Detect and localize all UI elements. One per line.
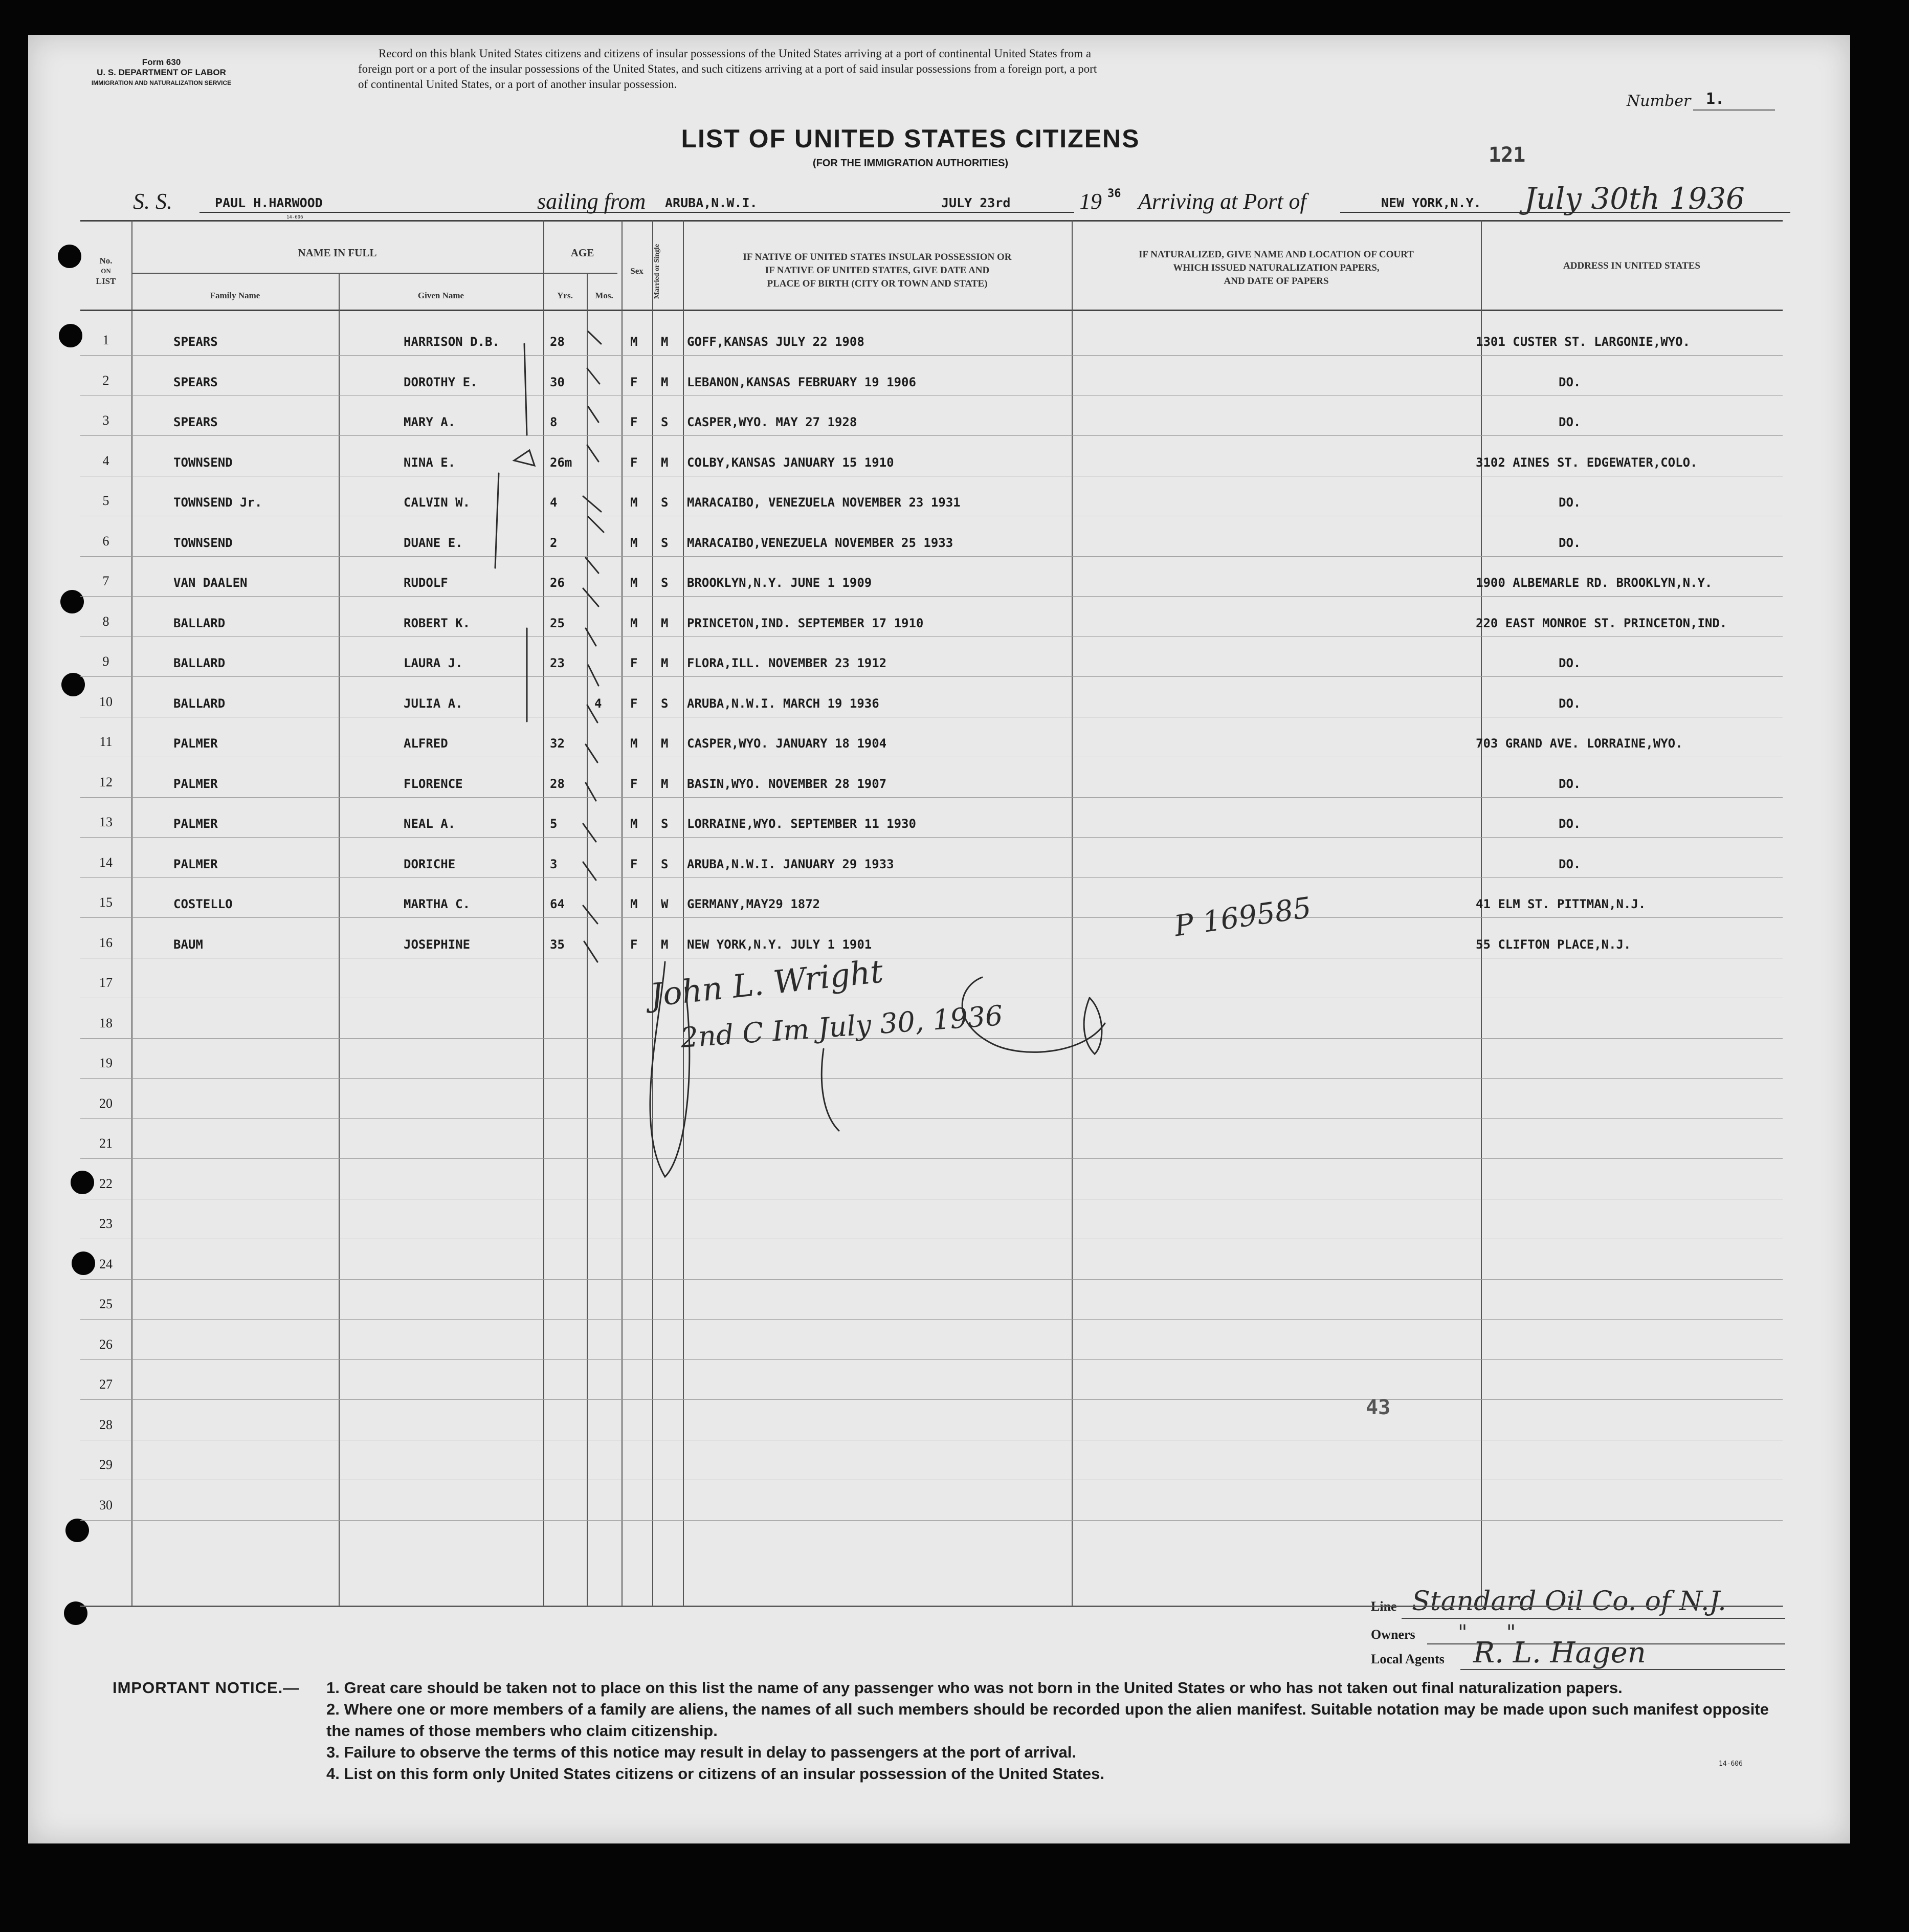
cell-yrs: 32 (550, 736, 565, 751)
cell-family: PALMER (173, 776, 218, 791)
cell-sex: M (630, 535, 638, 550)
cell-yrs: 26 (550, 576, 565, 590)
row-number: 8 (102, 613, 109, 629)
cell-birth: ARUBA,N.W.I. JANUARY 29 1933 (687, 857, 894, 871)
cell-ms: M (661, 335, 669, 349)
document-subtitle: (FOR THE IMMIGRATION AUTHORITIES) (812, 158, 1009, 169)
cell-yrs: 35 (550, 937, 565, 952)
cell-yrs: 23 (550, 656, 565, 670)
sailing-from-label: sailing from (537, 189, 646, 214)
header-married-or-single: Married or Single (653, 244, 661, 299)
cell-address: DO. (1559, 776, 1581, 791)
signature-line2: 2nd C Im July 30, 1936 (679, 999, 1004, 1054)
cell-given: FLORENCE (404, 776, 463, 791)
cell-address: 3102 AINES ST. EDGEWATER,COLO. (1476, 455, 1698, 470)
cell-given: MARY A. (404, 415, 456, 429)
cell-birth: GOFF,KANSAS JULY 22 1908 (687, 335, 864, 349)
row-number: 9 (102, 654, 109, 669)
cell-ms: S (661, 576, 669, 590)
arrival-date-handwritten: July 30th 1936 (1524, 181, 1745, 216)
row-number: 6 (102, 533, 109, 548)
sailing-date: JULY 23rd (941, 195, 1011, 210)
cell-yrs: 3 (550, 857, 558, 871)
cell-sex: M (630, 576, 638, 590)
cell-family: BALLARD (173, 656, 226, 670)
cell-family: BAUM (173, 937, 203, 952)
cell-address: DO. (1559, 656, 1581, 670)
row-number: 4 (102, 453, 109, 468)
cell-address: DO. (1559, 535, 1581, 550)
instructions-line: Record on this blank United States citizens and citizens of insular possessions of the United States arriving at a port of continental United States from a (379, 47, 1092, 60)
header-mos: Mos. (595, 291, 613, 300)
cell-sex: F (630, 455, 638, 470)
footer-form-code: 14-606 (1719, 1760, 1743, 1768)
naturalization-note: P 169585 (1172, 891, 1314, 943)
cell-ms: M (661, 455, 669, 470)
cell-birth: COLBY,KANSAS JANUARY 15 1910 (687, 455, 894, 470)
stamped-page-number: 121 (1489, 143, 1526, 167)
agents-label: Local Agents (1371, 1652, 1445, 1666)
cell-family: COSTELLO (173, 897, 233, 911)
cell-given: DORICHE (404, 857, 456, 871)
number-label: Number (1627, 92, 1691, 110)
row-number: 14 (99, 854, 113, 870)
notice-item: 3. Failure to observe the terms of this notice may result in delay to passengers at the port of arrival. (326, 1743, 1077, 1761)
cell-birth: NEW YORK,N.Y. JULY 1 1901 (687, 937, 872, 952)
cell-yrs: 30 (550, 375, 565, 389)
cell-family: TOWNSEND (173, 455, 233, 470)
cell-sex: F (630, 857, 638, 871)
cell-birth: GERMANY,MAY29 1872 (687, 897, 820, 911)
agents-value: R. L. Hagen (1473, 1636, 1646, 1670)
page-stamp: 43 (1366, 1396, 1391, 1419)
header-yrs: Yrs. (557, 291, 573, 300)
cell-sex: F (630, 656, 638, 670)
header-family-name: Family Name (210, 291, 260, 300)
row-number: 20 (99, 1095, 113, 1111)
cell-given: ALFRED (404, 736, 448, 751)
row-number: 1 (102, 333, 109, 347)
cell-ms: S (661, 495, 669, 510)
year-suffix: 36 (1107, 187, 1121, 200)
cell-ms: M (661, 736, 669, 751)
header-given-name: Given Name (417, 291, 464, 300)
cell-family: PALMER (173, 736, 218, 751)
header-place-of-birth: IF NATIVE OF UNITED STATES INSULAR POSSESSION OR IF NATIVE OF UNITED STATES, GIVE DATE AND PLACE OF BIRTH (CITY OR TOWN AND STATE) (743, 252, 1012, 289)
bracket-marks (495, 344, 535, 721)
cell-ms: M (661, 375, 669, 389)
row-number: 22 (99, 1176, 113, 1191)
cell-address: DO. (1559, 857, 1581, 871)
cell-sex: F (630, 375, 638, 389)
cell-family: SPEARS (173, 335, 218, 349)
cell-sex: F (630, 776, 638, 791)
cell-birth: CASPER,WYO. JANUARY 18 1904 (687, 736, 887, 751)
cell-birth: PRINCETON,IND. SEPTEMBER 17 1910 (687, 616, 924, 630)
cell-yrs: 28 (550, 776, 565, 791)
arriving-label: Arriving at Port of (1138, 189, 1306, 214)
row-number: 3 (102, 413, 109, 428)
row-number: 25 (99, 1297, 113, 1311)
cell-yrs: 26m (550, 455, 572, 470)
row-number: 30 (99, 1497, 113, 1512)
cell-given: NEAL A. (404, 817, 456, 831)
row-number: 15 (99, 895, 113, 910)
cell-birth: BROOKLYN,N.Y. JUNE 1 1909 (687, 576, 872, 590)
cell-family: TOWNSEND Jr. (173, 495, 262, 510)
cell-address: DO. (1559, 817, 1581, 831)
cell-yrs: 8 (550, 415, 558, 429)
row-number: 12 (99, 774, 113, 789)
cell-birth: LORRAINE,WYO. SEPTEMBER 11 1930 (687, 817, 916, 831)
cell-family: TOWNSEND (173, 535, 233, 550)
header-age: AGE (570, 247, 594, 259)
cell-given: MARTHA C. (404, 897, 471, 911)
form-code-small: 14-606 (286, 215, 303, 220)
row-number: 7 (102, 574, 109, 588)
cell-given: NINA E. (404, 455, 456, 470)
row-number: 27 (99, 1377, 113, 1392)
cell-given: RUDOLF (404, 576, 448, 590)
cell-given: JOSEPHINE (404, 937, 471, 952)
cell-ms: M (661, 616, 669, 630)
notice-item: 4. List on this form only United States citizens or citizens of an insular possession of the United States. (326, 1765, 1104, 1783)
cell-address: 1900 ALBEMARLE RD. BROOKLYN,N.Y. (1476, 576, 1713, 590)
cell-ms: W (661, 897, 669, 911)
cell-family: SPEARS (173, 415, 218, 429)
cell-given: LAURA J. (404, 656, 463, 670)
cell-family: SPEARS (173, 375, 218, 389)
arrival-port: NEW YORK,N.Y. (1381, 195, 1481, 210)
cell-sex: M (630, 495, 638, 510)
cell-address: DO. (1559, 375, 1581, 389)
ship-name: PAUL H.HARWOOD (215, 195, 323, 210)
cell-sex: M (630, 335, 638, 349)
row-number: 10 (99, 694, 113, 709)
row-number: 29 (99, 1457, 113, 1472)
cell-sex: M (630, 616, 638, 630)
cell-given: ROBERT K. (404, 616, 471, 630)
cell-address: DO. (1559, 415, 1581, 429)
cell-given: CALVIN W. (404, 495, 471, 510)
cell-family: VAN DAALEN (173, 576, 248, 590)
notice-item: 1. Great care should be taken not to place on this list the name of any passenger who was not born in the United States or who has not taken out final naturalization papers. (326, 1679, 1623, 1697)
row-number: 24 (99, 1256, 113, 1271)
cell-sex: M (630, 736, 638, 751)
header-name-in-full: NAME IN FULL (298, 247, 377, 259)
check-marks (583, 332, 604, 962)
year-prefix: 19 (1079, 189, 1102, 214)
document-title: LIST OF UNITED STATES CITIZENS (681, 124, 1140, 153)
row-number: 2 (102, 372, 109, 388)
cell-sex: M (630, 897, 638, 911)
ss-label: S. S. (133, 189, 172, 214)
line-label: Line (1371, 1599, 1397, 1614)
line-value: Standard Oil Co. of N.J. (1412, 1586, 1726, 1617)
row-number: 17 (99, 975, 113, 990)
cell-sex: F (630, 937, 638, 952)
notice-heading: IMPORTANT NOTICE.— (113, 1679, 300, 1697)
cell-birth: MARACAIBO,VENEZUELA NOVEMBER 25 1933 (687, 535, 953, 550)
cell-mos: 4 (594, 696, 602, 711)
cell-yrs: 28 (550, 335, 565, 349)
cell-ms: M (661, 937, 669, 952)
cell-birth: MARACAIBO, VENEZUELA NOVEMBER 23 1931 (687, 495, 961, 510)
form-number: Form 630 (142, 57, 181, 67)
cell-ms: S (661, 696, 669, 711)
row-number: 18 (99, 1015, 113, 1030)
department-name: U. S. DEPARTMENT OF LABOR (97, 68, 226, 77)
cell-yrs: 2 (550, 535, 558, 550)
cell-given: DUANE E. (404, 535, 463, 550)
cell-ms: M (661, 776, 669, 791)
instructions-line: of continental United States, or a port of another insular possession. (358, 78, 677, 91)
row-number: 26 (99, 1336, 113, 1352)
cell-sex: F (630, 415, 638, 429)
cell-ms: S (661, 535, 669, 550)
cell-yrs: 5 (550, 817, 558, 831)
row-number: 19 (99, 1056, 113, 1070)
cell-address: 220 EAST MONROE ST. PRINCETON,IND. (1476, 616, 1727, 630)
service-name: IMMIGRATION AND NATURALIZATION SERVICE (91, 79, 232, 86)
row-number: 5 (102, 493, 109, 508)
row-number: 23 (99, 1216, 113, 1231)
row-number: 28 (99, 1417, 113, 1432)
cell-birth: FLORA,ILL. NOVEMBER 23 1912 (687, 656, 887, 670)
cell-sex: M (630, 817, 638, 831)
row-number: 11 (99, 734, 113, 749)
cell-ms: S (661, 415, 669, 429)
cell-family: BALLARD (173, 616, 226, 630)
footer-divider (80, 1606, 1783, 1607)
line-underline (1402, 1618, 1785, 1619)
notice-item: 2. Where one or more members of a family are aliens, the names of all such members should be recorded upon the alien manifest. Suitable notation may be made upon such manifest opposite the names of those members who claim citizenship. (326, 1700, 1769, 1740)
cell-birth: LEBANON,KANSAS FEBRUARY 19 1906 (687, 375, 916, 389)
owners-value: " " (1458, 1621, 1516, 1644)
cell-ms: M (661, 656, 669, 670)
cell-yrs: 4 (550, 495, 558, 510)
sailing-from-port: ARUBA,N.W.I. (665, 195, 758, 210)
cell-birth: BASIN,WYO. NOVEMBER 28 1907 (687, 776, 887, 791)
cell-family: BALLARD (173, 696, 226, 711)
cell-sex: F (630, 696, 638, 711)
header-no-on-list: No. ON LIST (96, 256, 116, 286)
cell-address: DO. (1559, 495, 1581, 510)
cell-ms: S (661, 817, 669, 831)
cell-birth: ARUBA,N.W.I. MARCH 19 1936 (687, 696, 879, 711)
cell-yrs: 25 (550, 616, 565, 630)
header-address: ADDRESS IN UNITED STATES (1563, 260, 1700, 271)
header-naturalization: IF NATURALIZED, GIVE NAME AND LOCATION OF COURT WHICH ISSUED NATURALIZATION PAPERS, AND DATE OF PAPERS (1139, 249, 1414, 287)
cell-given: DOROTHY E. (404, 375, 478, 389)
owners-label: Owners (1371, 1627, 1415, 1642)
cell-address: 55 CLIFTON PLACE,N.J. (1476, 937, 1631, 952)
cell-birth: CASPER,WYO. MAY 27 1928 (687, 415, 857, 429)
number-value: 1. (1706, 90, 1725, 108)
cell-address: 1301 CUSTER ST. LARGONIE,WYO. (1476, 335, 1691, 349)
row-number: 16 (99, 935, 113, 950)
row-number: 21 (99, 1136, 113, 1151)
cell-address: 41 ELM ST. PITTMAN,N.J. (1476, 897, 1646, 911)
cell-yrs: 64 (550, 897, 565, 911)
cell-address: DO. (1559, 696, 1581, 711)
cell-ms: S (661, 857, 669, 871)
signature-line1: John L. Wright (648, 952, 885, 1014)
cell-address: 703 GRAND AVE. LORRAINE,WYO. (1476, 736, 1683, 751)
cell-family: PALMER (173, 817, 218, 831)
instructions-line: foreign port or a port of the insular possessions of the United States, and such citizens arriving at a port of said insular possessions from a foreign port, a port (358, 62, 1097, 75)
cell-given: HARRISON D.B. (404, 335, 500, 349)
cell-family: PALMER (173, 857, 218, 871)
header-sex: Sex (630, 266, 643, 276)
row-number: 13 (99, 815, 113, 829)
cell-given: JULIA A. (404, 696, 463, 711)
